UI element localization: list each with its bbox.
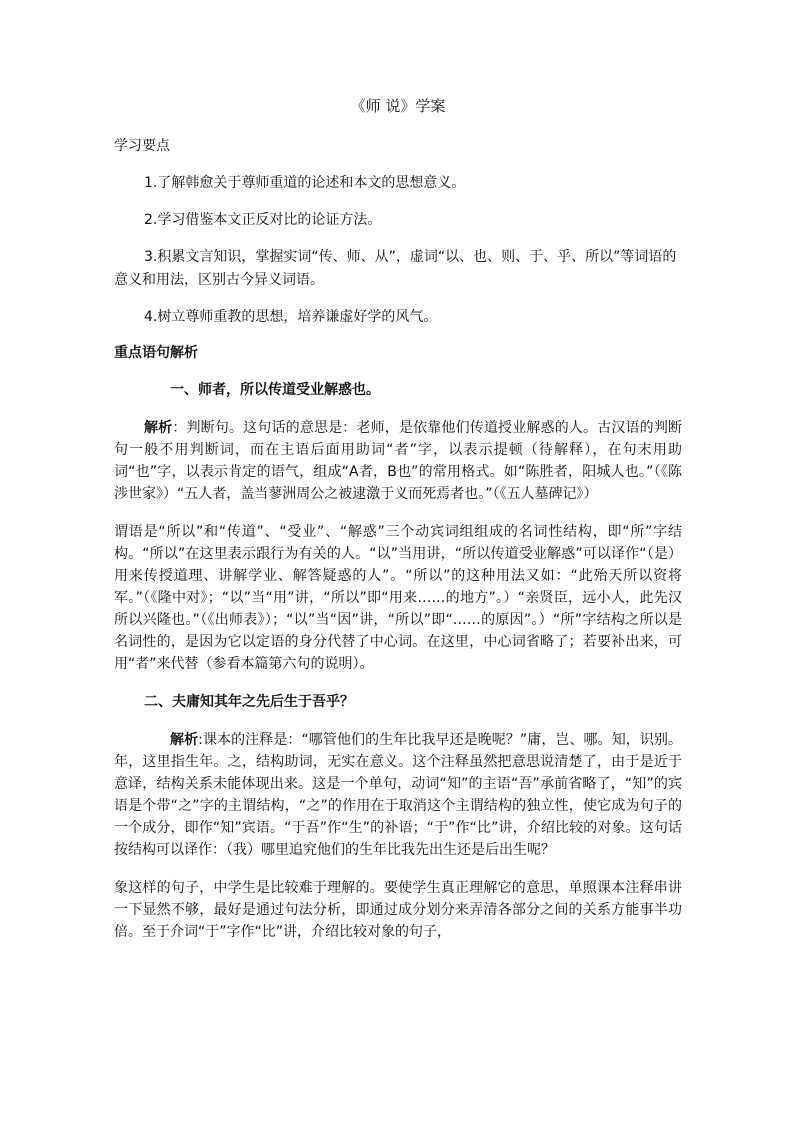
sentence-heading-1: 一、师者，所以传道受业解惑也。 [170,382,380,398]
study-point-4: 4.树立尊师重教的思想，培养谦虚好学的风气。 [144,309,438,325]
section-heading-study-points: 学习要点 [114,138,170,154]
analysis-text: ：判断句。这句话的意思是：老师，是依靠他们传道授业解惑的人。古汉语的判断句一般不用判断词，而在主语后面用助词“者”字，以表示提顿（待解释），在句末用助词“也”字，以表示肯定的语气，组成“A者，B也”的常用格式。如“陈胜者，阳城人也。”（《陈涉世家》）“五人者，盖当蓼洲周公之被逮激于义而死焉者也。”（《五人墓碑记》） [114,420,683,502]
analysis-paragraph-2: 谓语是“所以”和“传道”、“受业”、“解惑”三个动宾词组组成的名词性结构，即“所”字结构。“所以”在这里表示跟行为有关的人。“以”当用讲，“所以传道受业解惑”可以译作“（是）用来传授道理、讲解学业、解答疑惑的人”。“所以”的这种用法又如：“此殆天所以资将军。”（《隆中对》；“以”当“用”讲，“所以”即“用来……的地方”。）“亲贤臣，远小人，此先汉所以兴隆也。”（《出师表》）；“以”当“因”讲，“所以”即“……的原因”。）“所”字结构之所以是名词性的，是因为它以定语的身分代替了中心词。在这里，中心词省略了；若要补出来，可用“者”来代替（参看本篇第六句的说明）。 [114,524,682,672]
section-heading-key-sentences: 重点语句解析 [114,345,198,361]
analysis-paragraph-1 [114,417,682,505]
document-title: 《师 说》学案 [350,97,446,115]
study-point-3: 3.积累文言知识，掌握实词“传、师、从”，虚词“以、也、则、于、乎、所以”等词语的意义和用法，区别古今异义词语。 [114,249,677,288]
analysis-paragraph-3 [114,729,682,861]
analysis-paragraph-4: 象这样的句子，中学生是比较难于理解的。要使学生真正理解它的意思，单照课本注释串讲一下显然不够，最好是通过句法分析，即通过成分划分来弄清各部分之间的关系方能事半功倍。至于介词“于”字作“比”讲，介绍比较对象的句子， [114,880,682,940]
study-point-2: 2.学习借鉴本文正反对比的论证方法。 [144,212,382,228]
sentence-heading-2: 二、夫庸知其年之先后生于吾乎？ [144,694,354,710]
analysis-text: :课本的注释是：“哪管他们的生年比我早还是晚呢？”庸，岂、哪。知，识别。年，这里指生年。之，结构助词，无实在意义。这个注释虽然把意思说清楚了，由于是近于意译，结构关系未能体现出来。这是一个单句，动词“知”的主语“吾”承前省略了，“知”的宾语是个带“之”字的主谓结构，“之”的作用在于取消这个主谓结构的独立性，使它成为句子的一个成分，即作“知”宾语。“于吾”作“生”的补语；“于”作“比”讲，介绍比较的对象。这句话按结构可以译作：（我）哪里追究他们的生年比我先出生还是后出生呢？ [114,732,682,858]
study-point-1: 1.了解韩愈关于尊师重道的论述和本文的思想意义。 [144,175,466,191]
analysis-label: 解析 [144,420,173,436]
analysis-label: 解析 [170,732,199,748]
